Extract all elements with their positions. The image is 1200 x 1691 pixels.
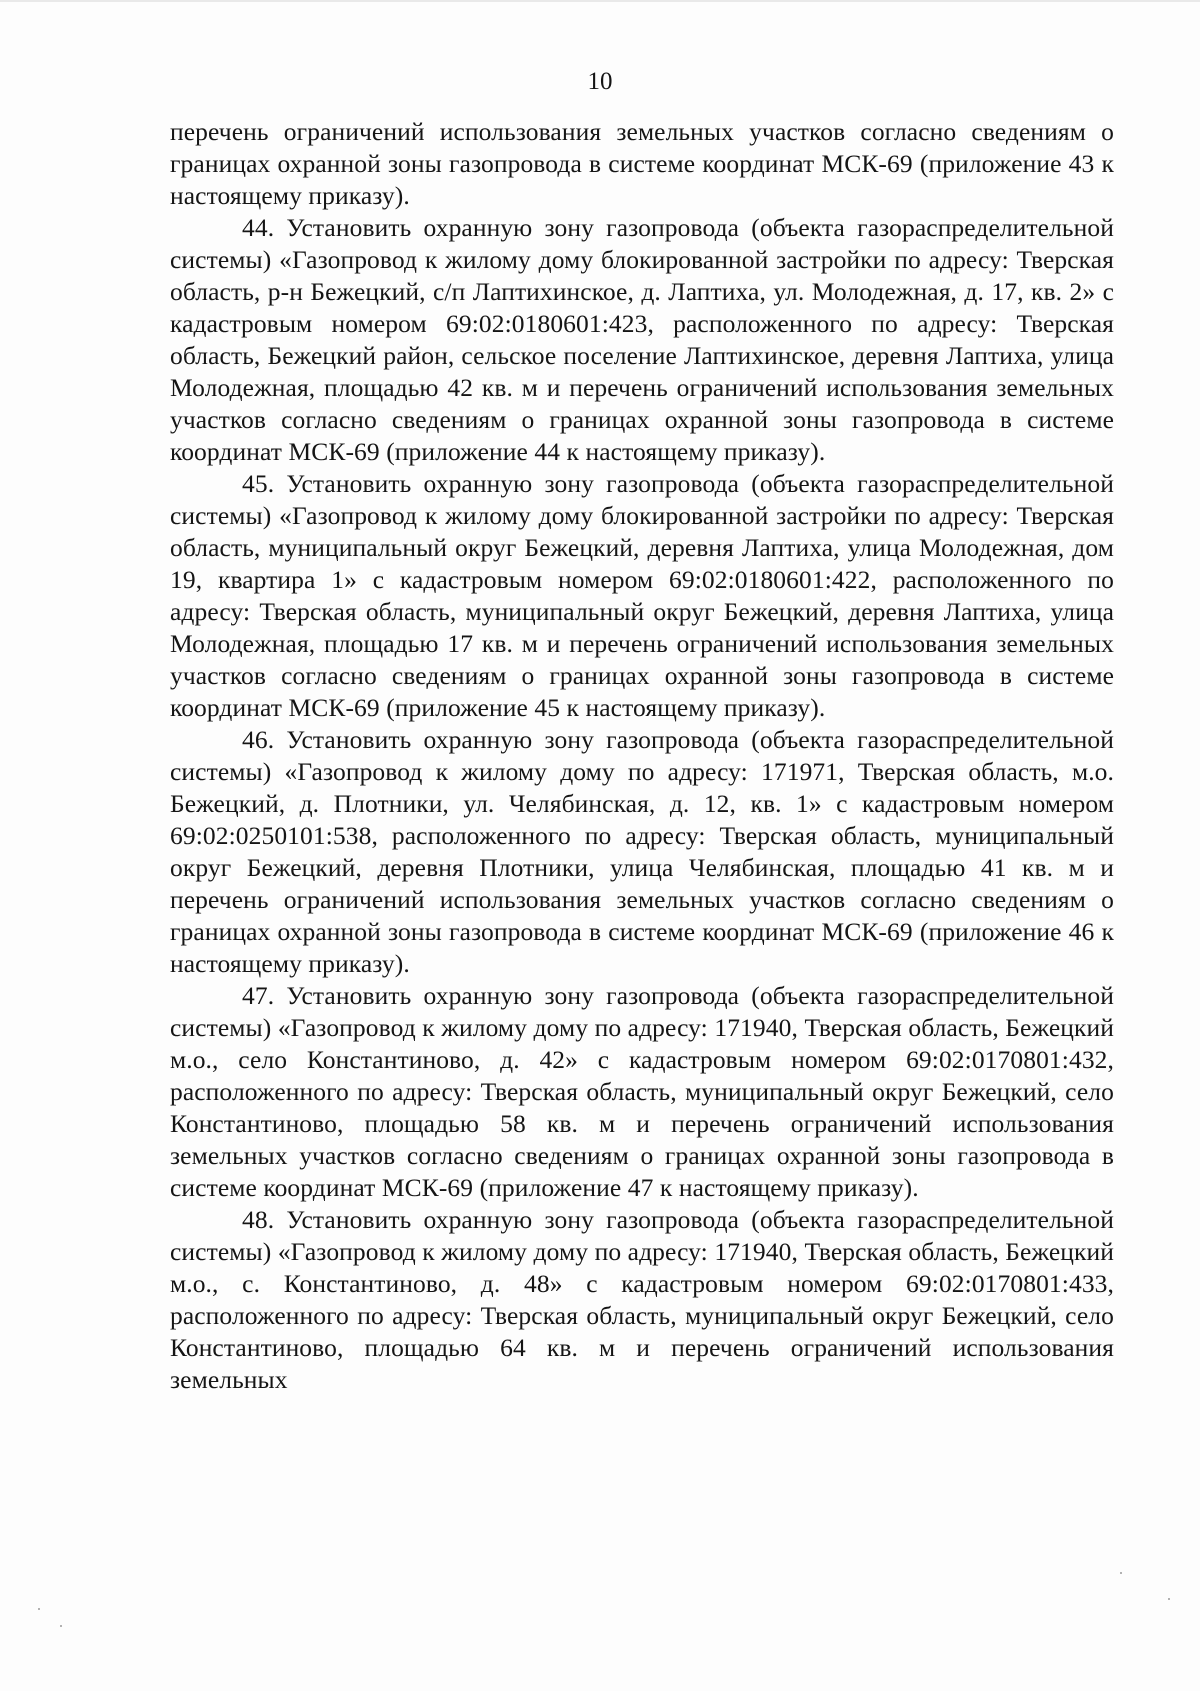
document-body [170, 116, 1114, 1396]
paragraph-item-45: 45. Установить охранную зону газопровода (объекта газораспределительной системы) «Газопровод к жилому дому блокированной застройки по адресу: Тверская область, муниципальный округ Бежецкий, деревня Лаптиха, улица Молодежная, дом 19, квартира 1» с кадастровым номером 69:02:0180601:422, расположенного по адресу: Тверская область, муниципальный округ Бежецкий, деревня Лаптиха, улица Молодежная, площадью 17 кв. м и перечень ограничений использования земельных участков согласно сведениям о границах охранной зоны газопровода в системе координат МСК-69 (приложение 45 к настоящему приказу). [170, 469, 1114, 722]
scan-speck [1120, 1572, 1122, 1574]
page-number: 10 [587, 68, 613, 95]
paragraph-continuation: перечень ограничений использования земельных участков согласно сведениям о границах охранной зоны газопровода в системе координат МСК-69 (приложение 43 к настоящему приказу). [170, 117, 1114, 210]
scan-speck [1168, 1598, 1170, 1600]
paragraph-item-44: 44. Установить охранную зону газопровода (объекта газораспределительной системы) «Газопровод к жилому дому блокированной застройки по адресу: Тверская область, р-н Бежецкий, с/п Лаптихинское, д. Лаптиха, ул. Молодежная, д. 17, кв. 2» с кадастровым номером 69:02:0180601:423, расположенного по адресу: Тверская область, Бежецкий район, сельское поселение Лаптихинское, деревня Лаптиха, улица Молодежная, площадью 42 кв. м и перечень ограничений использования земельных участков согласно сведениям о границах охранной зоны газопровода в системе координат МСК-69 (приложение 44 к настоящему приказу). [170, 213, 1114, 466]
scan-speck [60, 1625, 62, 1627]
paragraph-item-48: 48. Установить охранную зону газопровода (объекта газораспределительной системы) «Газопровод к жилому дому по адресу: 171940, Тверская область, Бежецкий м.о., с. Константиново, д. 48» с кадастровым номером 69:02:0170801:433, расположенного по адресу: Тверская область, муниципальный округ Бежецкий, село Константиново, площадью 64 кв. м и перечень ограничений использования земельных [170, 1205, 1114, 1394]
paragraph-item-47: 47. Установить охранную зону газопровода (объекта газораспределительной системы) «Газопровод к жилому дому по адресу: 171940, Тверская область, Бежецкий м.о., село Константиново, д. 42» с кадастровым номером 69:02:0170801:432, расположенного по адресу: Тверская область, муниципальный округ Бежецкий, село Константиново, площадью 58 кв. м и перечень ограничений использования земельных участков согласно сведениям о границах охранной зоны газопровода в системе координат МСК-69 (приложение 47 к настоящему приказу). [170, 981, 1114, 1202]
scan-speck [38, 1608, 40, 1610]
paragraph-item-46: 46. Установить охранную зону газопровода (объекта газораспределительной системы) «Газопровод к жилому дому по адресу: 171971, Тверская область, м.о. Бежецкий, д. Плотники, ул. Челябинская, д. 12, кв. 1» с кадастровым номером 69:02:0250101:538, расположенного по адресу: Тверская область, муниципальный округ Бежецкий, деревня Плотники, улица Челябинская, площадью 41 кв. м и перечень ограничений использования земельных участков согласно сведениям о границах охранной зоны газопровода в системе координат МСК-69 (приложение 46 к настоящему приказу). [170, 725, 1114, 978]
scan-top-edge [0, 0, 1200, 2]
